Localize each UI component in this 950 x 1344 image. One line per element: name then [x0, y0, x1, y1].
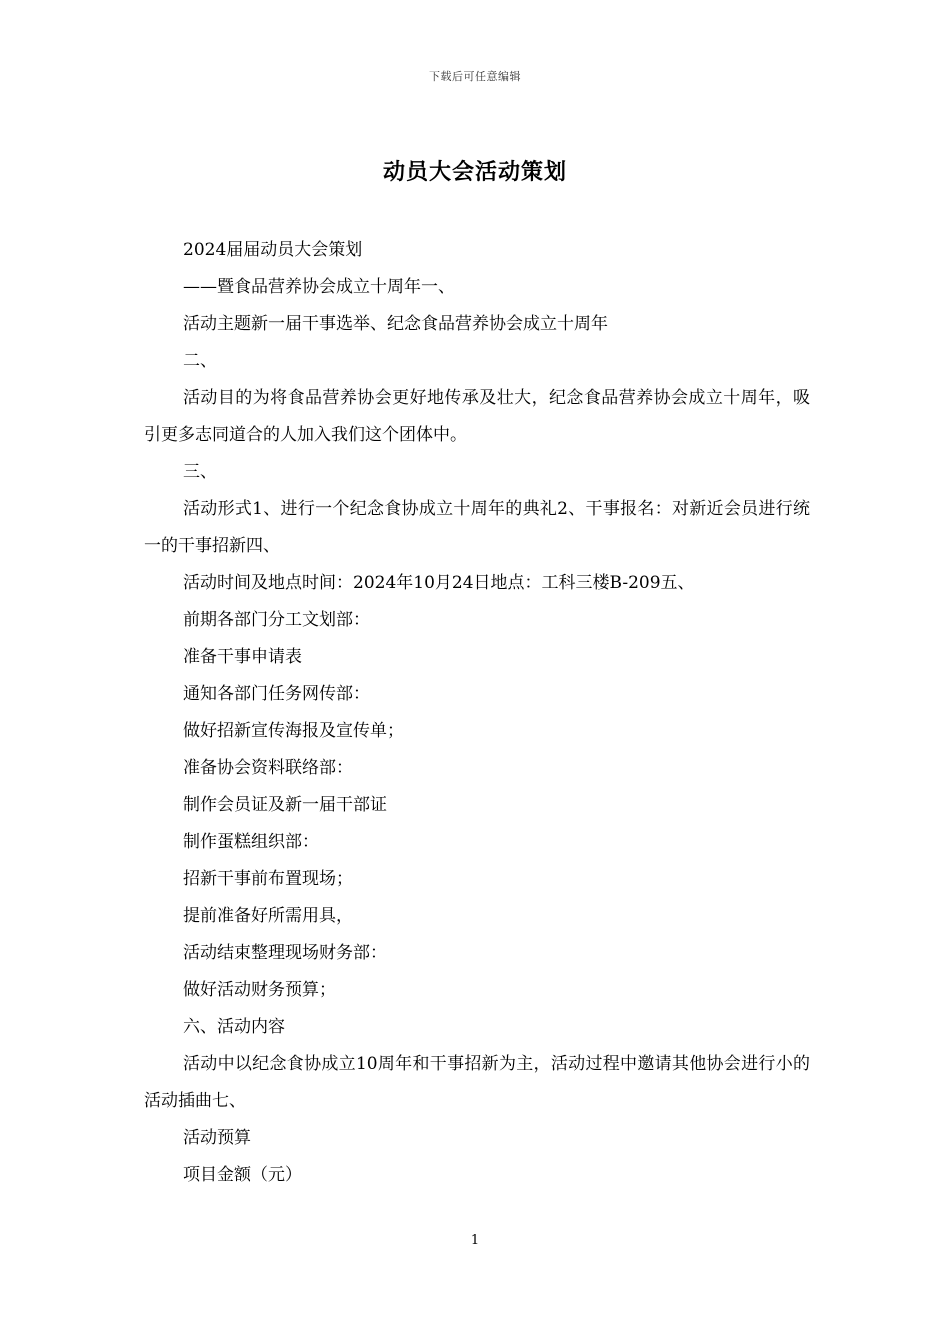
- paragraph: 二、: [183, 351, 217, 371]
- paragraph: 活动主题新一届干事选举、纪念食品营养协会成立十周年: [183, 314, 608, 334]
- document-body: [144, 232, 810, 1194]
- paragraph: 活动目的为将食品营养协会更好地传承及壮大，纪念食品营养协会成立十周年，吸引更多志同道合的人加入我们这个团体中。: [144, 388, 810, 445]
- paragraph: ——暨食品营养协会成立十周年一、: [183, 277, 455, 297]
- paragraph: 通知各部门任务网传部：: [183, 684, 370, 704]
- paragraph: 活动时间及地点时间：2024年10月24日地点：工科三楼B-209五、: [183, 573, 695, 593]
- paragraph: 准备干事申请表: [183, 647, 302, 667]
- paragraph: 制作蛋糕组织部：: [183, 832, 319, 852]
- document-title: 动员大会活动策划: [382, 159, 567, 185]
- paragraph: 项目金额（元）: [183, 1165, 302, 1185]
- paragraph: 制作会员证及新一届干部证: [183, 795, 387, 815]
- paragraph: 2024届届动员大会策划: [183, 240, 363, 260]
- paragraph: 准备协会资料联络部：: [183, 758, 353, 778]
- paragraph: 活动中以纪念食协成立10周年和干事招新为主，活动过程中邀请其他协会进行小的活动插曲七、: [144, 1054, 810, 1111]
- paragraph: 活动结束整理现场财务部：: [183, 943, 387, 963]
- paragraph: 做好招新宣传海报及宣传单；: [183, 721, 404, 741]
- page-number: 1: [470, 1233, 480, 1248]
- paragraph: 活动预算: [183, 1128, 251, 1148]
- paragraph: 招新干事前布置现场；: [183, 869, 353, 889]
- paragraph: 提前准备好所需用具，: [183, 906, 353, 926]
- paragraph: 做好活动财务预算；: [183, 980, 336, 1000]
- paragraph: 前期各部门分工文划部：: [183, 610, 370, 630]
- paragraph: 六、活动内容: [183, 1017, 285, 1037]
- header-note: 下载后可任意编辑: [429, 70, 521, 83]
- paragraph: 三、: [183, 462, 217, 482]
- paragraph: 活动形式1、进行一个纪念食协成立十周年的典礼2、干事报名：对新近会员进行统一的干事招新四、: [144, 499, 810, 556]
